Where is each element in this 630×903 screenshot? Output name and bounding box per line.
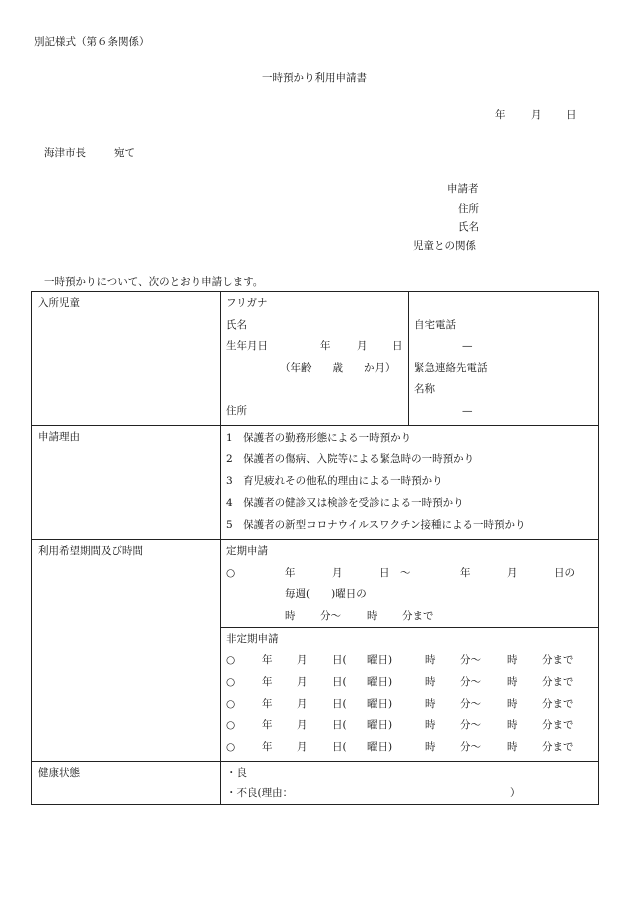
reason-item: 5 保護者の新型コロナウイルスワクチン接種による一時預かり — [226, 519, 526, 531]
birth-month-label: 月 — [357, 340, 368, 352]
irregular-minute-to-label: 分まで — [542, 654, 574, 666]
applicant-name-label: 氏名 — [458, 221, 479, 233]
addressee-name: 海津市長 — [44, 147, 86, 159]
irregular-heading: 非定期申請 — [226, 633, 279, 645]
regular-heading: 定期申請 — [226, 545, 268, 557]
irregular-month-label: 月 — [297, 741, 308, 753]
irregular-circle-label: ○ — [226, 719, 236, 731]
regular-month2-label: 月 — [507, 567, 518, 579]
addressee-suffix: 宛て — [114, 147, 135, 159]
regular-month-label: 月 — [332, 567, 343, 579]
health-bad-option: ・不良(理由： — [226, 787, 294, 799]
age-label: （年齢 歳 か月） — [280, 362, 396, 374]
health-good-option: ・良 — [226, 767, 247, 779]
form-note: 別記様式（第６条関係） — [34, 36, 150, 48]
irregular-weekday-label: 曜日) — [367, 741, 393, 753]
page-title: 一時預かり利用申請書 — [262, 72, 367, 84]
irregular-circle-label: ○ — [226, 676, 236, 688]
irregular-weekday-label: 曜日) — [367, 698, 393, 710]
irregular-hour2-label: 時 — [507, 654, 518, 666]
regular-minute-from-label: 分～ — [320, 610, 341, 622]
row-rule-period — [31, 539, 599, 540]
emergency-phone-label: 緊急連絡先電話 — [414, 362, 488, 374]
date-month-label: 月 — [531, 109, 542, 121]
irregular-day-label: 日( — [332, 698, 347, 710]
irregular-minute-to-label: 分まで — [542, 741, 574, 753]
date-day-label: 日 — [566, 109, 577, 121]
applicant-address-label: 住所 — [458, 203, 479, 215]
reason-item: 3 育児疲れその他私的理由による一時預かり — [226, 475, 443, 487]
regular-day-of-label: 日の — [554, 567, 575, 579]
irregular-minute-to-label: 分まで — [542, 698, 574, 710]
irregular-month-label: 月 — [297, 676, 308, 688]
irregular-month-label: 月 — [297, 698, 308, 710]
health-bad-close: ） — [510, 787, 521, 799]
reason-item: 2 保護者の傷病、入院等による緊急時の一時預かり — [226, 453, 475, 465]
irregular-weekday-label: 曜日) — [367, 719, 393, 731]
child-label: 入所児童 — [38, 297, 80, 309]
irregular-month-label: 月 — [297, 719, 308, 731]
child-name-label: 氏名 — [226, 319, 247, 331]
irregular-minute-from-label: 分～ — [460, 676, 481, 688]
reason-label: 申請理由 — [38, 431, 80, 443]
date-year-label: 年 — [495, 109, 506, 121]
irregular-circle-label: ○ — [226, 741, 236, 753]
irregular-weekday-label: 曜日) — [367, 676, 393, 688]
irregular-year-label: 年 — [262, 676, 273, 688]
regular-circle: ○ — [226, 567, 236, 579]
irregular-hour2-label: 時 — [507, 676, 518, 688]
intro-text: 一時預かりについて、次のとおり申請します。 — [44, 276, 264, 288]
birth-year-label: 年 — [320, 340, 331, 352]
health-label: 健康状態 — [38, 767, 80, 779]
applicant-heading: 申請者 — [447, 183, 479, 195]
reason-item: 1 保護者の勤務形態による一時預かり — [226, 432, 412, 444]
regular-year-label: 年 — [285, 567, 296, 579]
irregular-hour2-label: 時 — [507, 719, 518, 731]
applicant-relation-label: 児童との関係 — [413, 240, 476, 252]
irregular-year-label: 年 — [262, 698, 273, 710]
irregular-circle-label: ○ — [226, 654, 236, 666]
row-rule-health — [31, 761, 599, 762]
irregular-hour-label: 時 — [425, 698, 436, 710]
irregular-hour-label: 時 — [425, 741, 436, 753]
birth-date-label: 生年月日 — [226, 340, 268, 352]
irregular-circle-label: ○ — [226, 698, 236, 710]
irregular-hour2-label: 時 — [507, 741, 518, 753]
home-phone-label: 自宅電話 — [414, 319, 456, 331]
irregular-minute-to-label: 分まで — [542, 719, 574, 731]
birth-day-label: 日 — [392, 340, 403, 352]
child-info-divider — [408, 291, 409, 425]
row-rule-reason — [31, 425, 599, 426]
contact-name-label: 名称 — [414, 383, 435, 395]
furigana-label: フリガナ — [226, 297, 268, 309]
irregular-hour2-label: 時 — [507, 698, 518, 710]
regular-hour2-label: 時 — [367, 610, 378, 622]
regular-minute-to-label: 分まで — [402, 610, 434, 622]
irregular-year-label: 年 — [262, 741, 273, 753]
irregular-hour-label: 時 — [425, 676, 436, 688]
home-phone-dash: — — [462, 340, 473, 352]
irregular-day-label: 日( — [332, 719, 347, 731]
emergency-phone-dash: — — [462, 405, 473, 417]
irregular-day-label: 日( — [332, 676, 347, 688]
period-sub-rule — [220, 627, 599, 628]
irregular-minute-from-label: 分～ — [460, 719, 481, 731]
irregular-minute-from-label: 分～ — [460, 698, 481, 710]
irregular-year-label: 年 — [262, 719, 273, 731]
irregular-month-label: 月 — [297, 654, 308, 666]
irregular-hour-label: 時 — [425, 654, 436, 666]
regular-hour-label: 時 — [285, 610, 296, 622]
irregular-minute-to-label: 分まで — [542, 676, 574, 688]
child-address-label: 住所 — [226, 405, 247, 417]
irregular-hour-label: 時 — [425, 719, 436, 731]
regular-day-from-label: 日 ～ — [379, 567, 411, 579]
irregular-day-label: 日( — [332, 654, 347, 666]
period-label: 利用希望期間及び時間 — [38, 545, 143, 557]
regular-year2-label: 年 — [460, 567, 471, 579]
irregular-weekday-label: 曜日) — [367, 654, 393, 666]
irregular-year-label: 年 — [262, 654, 273, 666]
table-column-divider — [220, 291, 221, 805]
irregular-minute-from-label: 分～ — [460, 741, 481, 753]
irregular-minute-from-label: 分～ — [460, 654, 481, 666]
weekly-label: 毎週( )曜日の — [285, 588, 367, 600]
reason-item: 4 保護者の健診又は検診を受診による一時預かり — [226, 497, 464, 509]
irregular-day-label: 日( — [332, 741, 347, 753]
